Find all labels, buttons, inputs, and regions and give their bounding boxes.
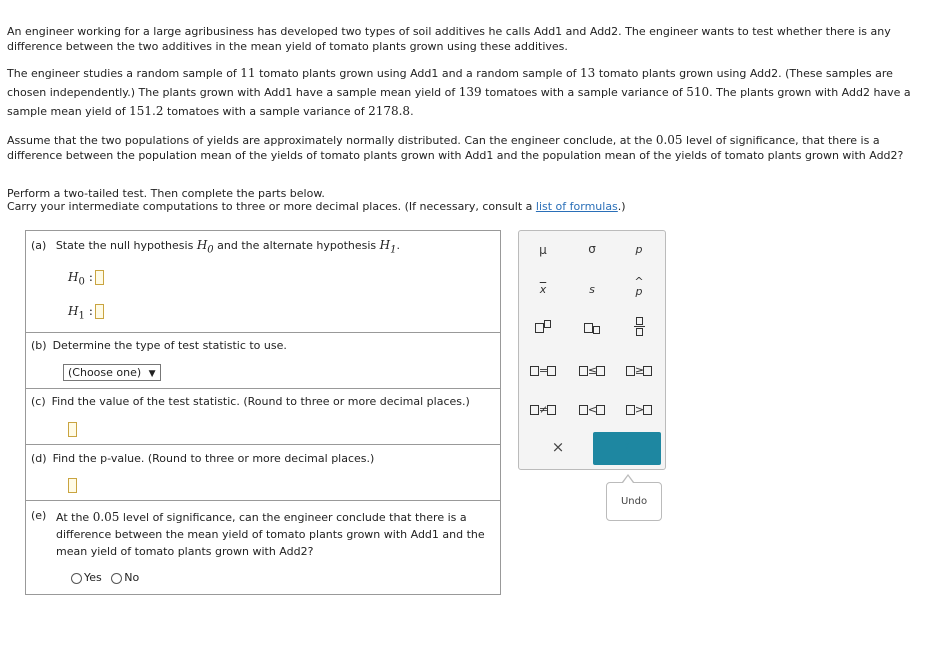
text: ≥ xyxy=(634,364,644,377)
not-equal-button[interactable] xyxy=(521,403,565,416)
part-label: (c) xyxy=(31,395,46,408)
text: Find the p-value. (Round to three or more decimal places.) xyxy=(52,452,375,465)
text: tomatoes with a sample variance of xyxy=(481,86,687,99)
p-button[interactable]: p xyxy=(635,243,643,256)
text: H xyxy=(68,304,79,318)
significance-level: 0.05 xyxy=(655,133,683,147)
intro-paragraph-1: An engineer working for a large agribusiness has developed two types of soil additives he calls Add1 and Add2. The engineer wants to test whether there is any difference between the two additives in the mean yield of tomato plants grown using these additives. xyxy=(7,25,891,53)
subscript: 1 xyxy=(78,310,85,322)
box-icon xyxy=(584,323,593,333)
h0-symbol xyxy=(196,238,214,256)
text: Find the value of the test statistic. (Round to three or more decimal places.) xyxy=(51,395,470,408)
symbol-palette xyxy=(518,230,666,470)
sample-size-1: 11 xyxy=(240,66,256,80)
box-icon xyxy=(636,328,643,336)
intro-paragraph-3 xyxy=(7,133,919,163)
text: Determine the type of test statistic to use. xyxy=(52,339,287,352)
intro-paragraph-5 xyxy=(7,199,919,214)
p-value-input[interactable] xyxy=(68,478,77,493)
text: . xyxy=(410,105,414,118)
chevron-down-icon: ▼ xyxy=(148,369,156,379)
part-c-section xyxy=(26,388,500,445)
clear-button[interactable]: × xyxy=(551,438,565,456)
box-icon xyxy=(579,366,588,376)
box-icon xyxy=(579,405,588,415)
equals-button[interactable] xyxy=(521,364,565,377)
h1-answer-input[interactable] xyxy=(95,304,104,319)
part-label: (b) xyxy=(31,339,47,352)
subscript: 0 xyxy=(207,244,214,256)
text: level of significance, that there is a difference between the population mean of the yields of tomato plants grown with Add1 and the population mean of the yields of tomato plants grown with Add2? xyxy=(7,134,904,162)
question-panel xyxy=(25,230,501,595)
text: ≤ xyxy=(587,364,597,377)
intro-paragraph-2 xyxy=(7,64,919,121)
box-icon xyxy=(530,405,539,415)
x-bar-button[interactable]: $\overline{x}$ xyxy=(539,283,547,296)
help-button[interactable] xyxy=(593,432,661,465)
undo-button[interactable]: Undo xyxy=(606,482,662,521)
less-than-button[interactable] xyxy=(570,403,614,416)
part-e-section xyxy=(26,500,500,595)
formulas-link[interactable]: list of formulas xyxy=(535,200,618,213)
h1-symbol xyxy=(379,238,397,256)
text: State the null hypothesis xyxy=(55,239,197,252)
part-e-prompt xyxy=(56,509,496,560)
subscript-button[interactable] xyxy=(572,320,612,334)
yes-label: Yes xyxy=(84,571,102,584)
alternate-hypothesis-row xyxy=(68,304,104,321)
text: p xyxy=(635,285,643,298)
null-hypothesis-row xyxy=(68,270,104,287)
help-icon: ? xyxy=(623,441,631,455)
sample-mean-1: 139 xyxy=(458,85,482,99)
sample-variance-2: 2178.8 xyxy=(368,104,411,118)
text: ≠ xyxy=(538,403,548,416)
text: . The plants grown with Add2 have a sample mean yield of xyxy=(7,86,911,118)
part-c-prompt xyxy=(31,395,470,408)
sample-mean-2: 151.2 xyxy=(129,104,164,118)
text: tomato plants grown using Add1 and a random sample of xyxy=(255,67,581,80)
less-equal-button[interactable] xyxy=(570,364,614,377)
box-icon xyxy=(643,366,652,376)
test-statistic-input[interactable] xyxy=(68,422,77,437)
text: level of significance, can the engineer conclude that there is a difference between the mean yield of tomato plants grown with Add1 and the mean yield of tomato plants grown with Add2? xyxy=(56,511,485,558)
text: At the xyxy=(56,511,93,524)
box-icon xyxy=(535,323,544,333)
part-label: (d) xyxy=(31,452,47,465)
text: tomatoes with a sample variance of xyxy=(163,105,369,118)
part-d-prompt xyxy=(31,452,374,465)
text: tomato plants grown using Add2. (These samples are chosen independently.) The plants grown with Add1 have a sample mean yield of xyxy=(7,67,893,99)
text: Assume that the two populations of yields are approximately normally distributed. Can the engineer conclude, at the xyxy=(7,134,656,147)
text: The engineer studies a random sample of xyxy=(7,67,241,80)
box-icon xyxy=(636,317,643,325)
text: H xyxy=(68,270,79,284)
fraction-button[interactable] xyxy=(619,317,659,336)
part-b-section xyxy=(26,332,500,389)
subscript: 1 xyxy=(390,244,397,256)
superscript-button[interactable] xyxy=(523,320,563,334)
text: . xyxy=(396,239,400,252)
text: H xyxy=(196,238,208,252)
box-icon xyxy=(626,366,635,376)
box-icon xyxy=(547,366,556,376)
part-label: (a) xyxy=(31,239,47,252)
box-icon xyxy=(643,405,652,415)
box-icon xyxy=(547,405,556,415)
box-icon xyxy=(544,320,551,328)
s-button[interactable]: s xyxy=(589,283,595,296)
text: Carry your intermediate computations to three or more decimal places. (If necessary, consult a xyxy=(7,200,536,213)
mu-button[interactable]: μ xyxy=(539,243,547,257)
fraction-bar xyxy=(634,326,645,327)
h0-answer-input[interactable] xyxy=(95,270,104,285)
sample-variance-1: 510 xyxy=(686,85,710,99)
greater-than-button[interactable] xyxy=(617,403,661,416)
text: H xyxy=(379,238,391,252)
part-b-prompt xyxy=(31,339,287,352)
subscript: 0 xyxy=(78,276,85,288)
intro-paragraph-4: Perform a two-tailed test. Then complete the parts below. xyxy=(7,187,325,200)
select-value: (Choose one) xyxy=(68,366,142,379)
yes-radio[interactable] xyxy=(71,573,82,584)
p-hat-button[interactable]: ^ p xyxy=(634,275,644,298)
test-statistic-select[interactable] xyxy=(63,364,161,381)
box-icon xyxy=(596,405,605,415)
part-d-section xyxy=(26,444,500,501)
text: > xyxy=(634,403,644,416)
box-icon xyxy=(596,366,605,376)
part-a-prompt xyxy=(31,238,400,255)
no-radio[interactable] xyxy=(111,573,122,584)
colon: : xyxy=(88,304,93,318)
yes-no-options xyxy=(71,571,139,584)
part-e-label: (e) xyxy=(31,509,47,522)
no-label: No xyxy=(124,571,140,584)
sigma-button[interactable]: σ xyxy=(588,242,596,256)
box-icon xyxy=(626,405,635,415)
greater-equal-button[interactable] xyxy=(617,364,661,377)
text: < xyxy=(587,403,597,416)
sample-size-2: 13 xyxy=(580,66,596,80)
text: and the alternate hypothesis xyxy=(213,239,380,252)
text: .) xyxy=(617,200,626,213)
box-icon xyxy=(593,326,600,334)
undo-pointer-inner xyxy=(623,476,633,483)
box-icon xyxy=(530,366,539,376)
significance-level: 0.05 xyxy=(92,510,120,524)
text: = xyxy=(538,364,548,377)
colon: : xyxy=(88,270,93,284)
